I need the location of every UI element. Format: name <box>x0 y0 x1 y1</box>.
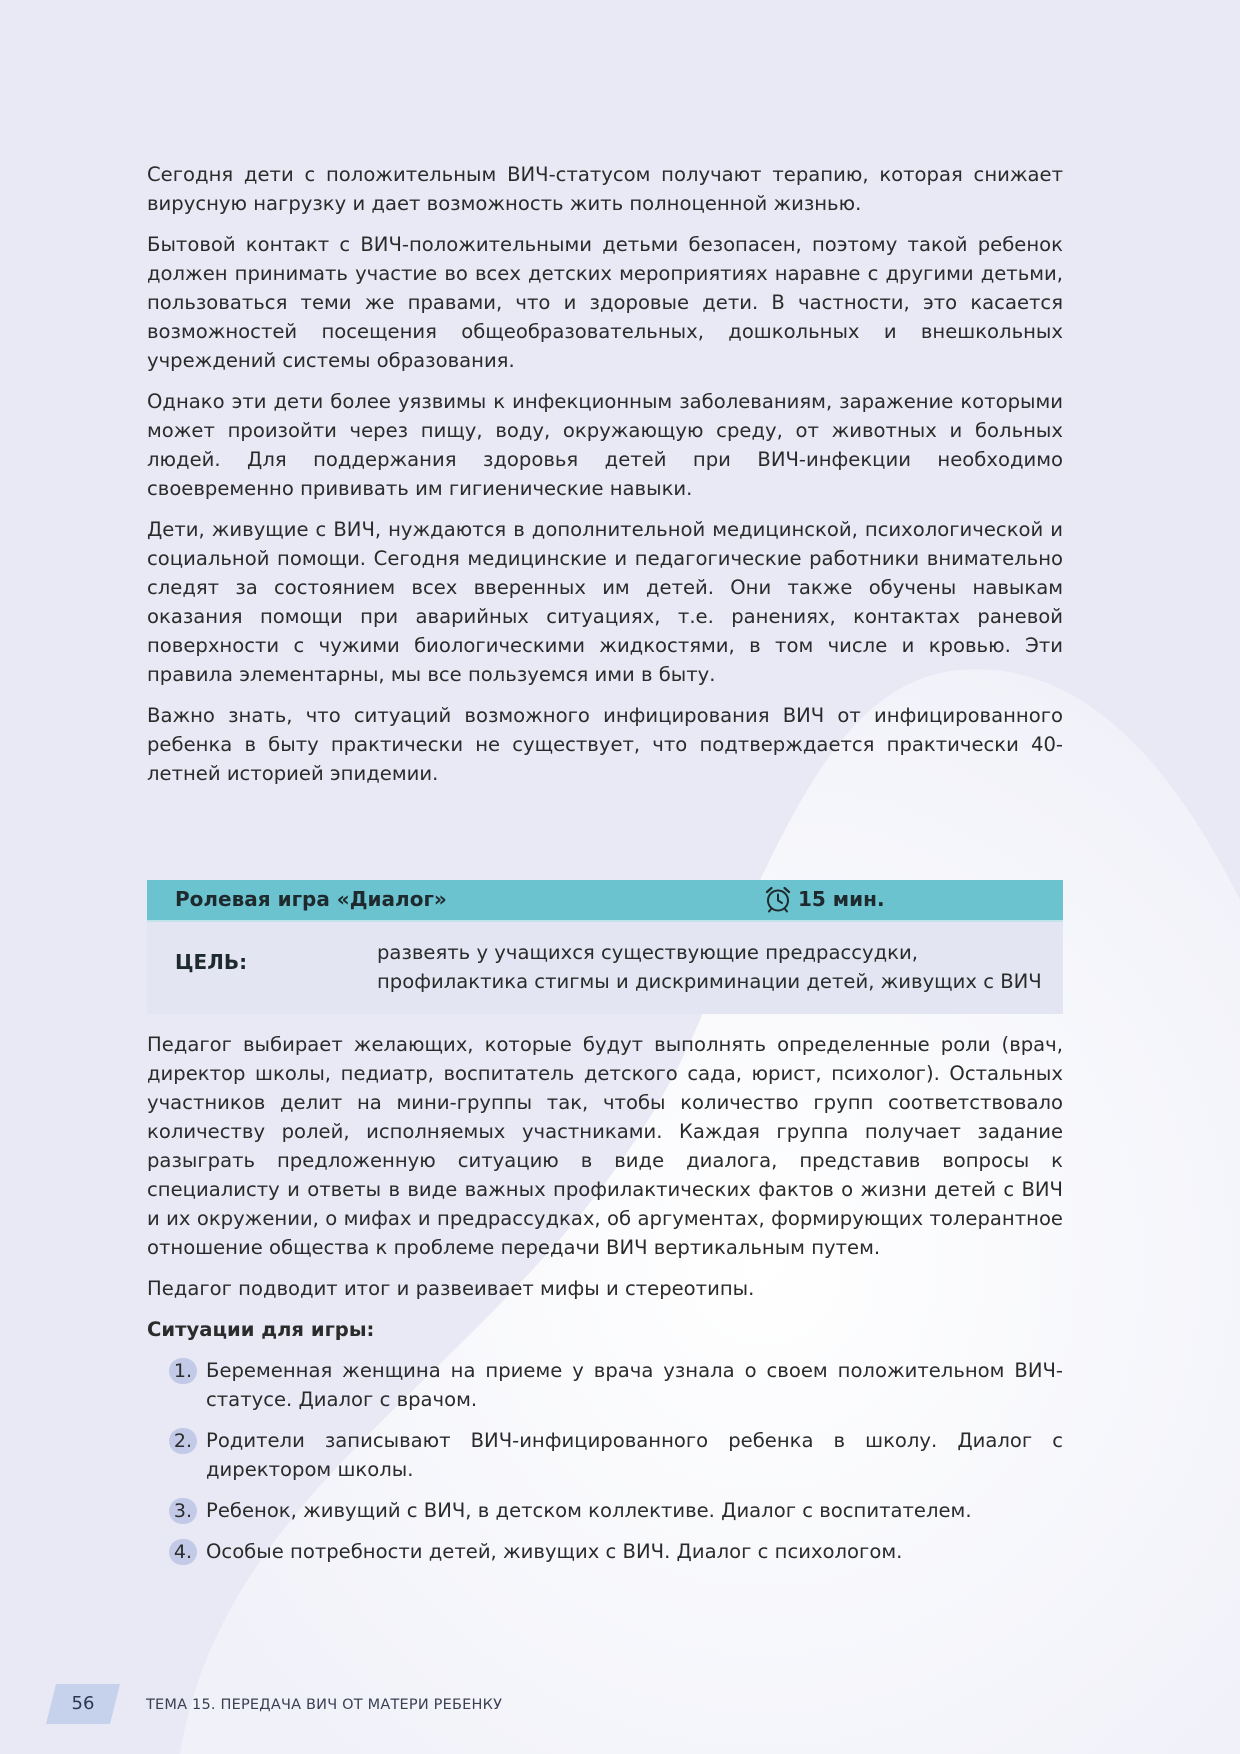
paragraph-household-contact: Бытовой контакт с ВИЧ-положительными детьми безопасен, поэтому такой ребенок должен принимать участие во всех детских мероприятиях наравне с другими детьми, пользоваться теми же правами, что и здоровые дети. В частности, это касается возможностей посещения общеобразовательных, дошкольных и внешкольных учреждений системы образования. <box>147 233 1063 372</box>
list-item <box>147 1356 1063 1414</box>
list-item <box>147 1426 1063 1484</box>
goal-row <box>147 922 1063 1014</box>
alarm-clock-icon <box>764 885 792 913</box>
list-number-badge: 3. <box>169 1498 197 1524</box>
situations-list <box>147 1356 1063 1566</box>
list-item-text: Особые потребности детей, живущих с ВИЧ. Диалог с психологом. <box>206 1540 903 1563</box>
page-number-badge <box>46 1684 120 1724</box>
paragraph-support: Дети, живущие с ВИЧ, нуждаются в дополнительной медицинской, психологической и социальной помощи. Сегодня медицинские и педагогические работники внимательно следят за состоянием всех вверенных им детей. Они также обучены навыкам оказания помощи при аварийных ситуациях, т.е. ранениях, контактах раневой поверхности с чужими биологическими жидкостями, в том числе и кровью. Эти правила элементарны, мы все пользуемся ими в быту. <box>147 518 1063 686</box>
footer-topic: ТЕМА 15. ПЕРЕДАЧА ВИЧ ОТ МАТЕРИ РЕБЕНКУ <box>146 1697 503 1713</box>
situations-heading: Ситуации для игры: <box>147 1318 375 1341</box>
paragraph-risk: Важно знать, что ситуаций возможного инфицирования ВИЧ от инфицированного ребенка в быту практически не существует, что подтверждается практически 40-летней историей эпидемии. <box>147 704 1063 785</box>
list-item <box>147 1496 1063 1525</box>
role-game-title: Ролевая игра «Диалог» <box>175 887 447 911</box>
main-content <box>147 160 1063 1578</box>
goal-text <box>377 938 1057 996</box>
role-game-header <box>147 880 1063 922</box>
list-number-badge: 2. <box>169 1428 197 1454</box>
instructions <box>147 1030 1063 1303</box>
goal-line-2: профилактика стигмы и дискриминации детей, живущих с ВИЧ <box>377 970 1042 993</box>
role-game-duration <box>764 885 885 913</box>
list-number-badge: 1. <box>169 1358 197 1384</box>
paragraph-instructions: Педагог выбирает желающих, которые будут выполнять определенные роли (врач, директор школы, педиатр, воспитатель детского сада, юрист, психолог). Остальных участников делит на мини-группы так, чтобы количество групп соответствовало количеству ролей, исполняемых участниками. Каждая группа получает задание разыграть предложенную ситуацию в виде диалога, представив вопросы к специалисту и ответы в виде важных профилактических фактов о жизни детей с ВИЧ и их окружении, о мифах и предрассудках, об аргументах, формирующих толерантное отношение общества к проблеме передачи ВИЧ вертикальным путем. <box>147 1033 1063 1259</box>
paragraph-summary: Педагог подводит итог и развеивает мифы и стереотипы. <box>147 1277 755 1300</box>
paragraph-therapy: Сегодня дети с положительным ВИЧ-статусом получают терапию, которая снижает вирусную нагрузку и дает возможность жить полноценной жизнью. <box>147 163 1063 215</box>
role-game-box <box>147 880 1063 1014</box>
duration-text: 15 мин. <box>798 887 885 911</box>
list-item <box>147 1537 1063 1566</box>
goal-line-1: развеять у учащихся существующие предрассудки, <box>377 941 918 964</box>
list-number-badge: 4. <box>169 1539 197 1565</box>
list-item-text: Родители записывают ВИЧ-инфицированного ребенка в школу. Диалог с директором школы. <box>206 1429 1063 1481</box>
goal-label: ЦЕЛЬ: <box>175 950 248 974</box>
list-item-text: Беременная женщина на приеме у врача узнала о своем положительном ВИЧ-статусе. Диалог с врачом. <box>206 1359 1063 1411</box>
paragraph-vulnerability: Однако эти дети более уязвимы к инфекционным заболеваниям, заражение которыми может произойти через пищу, воду, окружающую среду, от животных и больных людей. Для поддержания здоровья детей при ВИЧ-инфекции необходимо своевременно прививать им гигиенические навыки. <box>147 390 1063 500</box>
page-number: 56 <box>71 1693 95 1714</box>
list-item-text: Ребенок, живущий с ВИЧ, в детском коллективе. Диалог с воспитателем. <box>206 1499 972 1522</box>
